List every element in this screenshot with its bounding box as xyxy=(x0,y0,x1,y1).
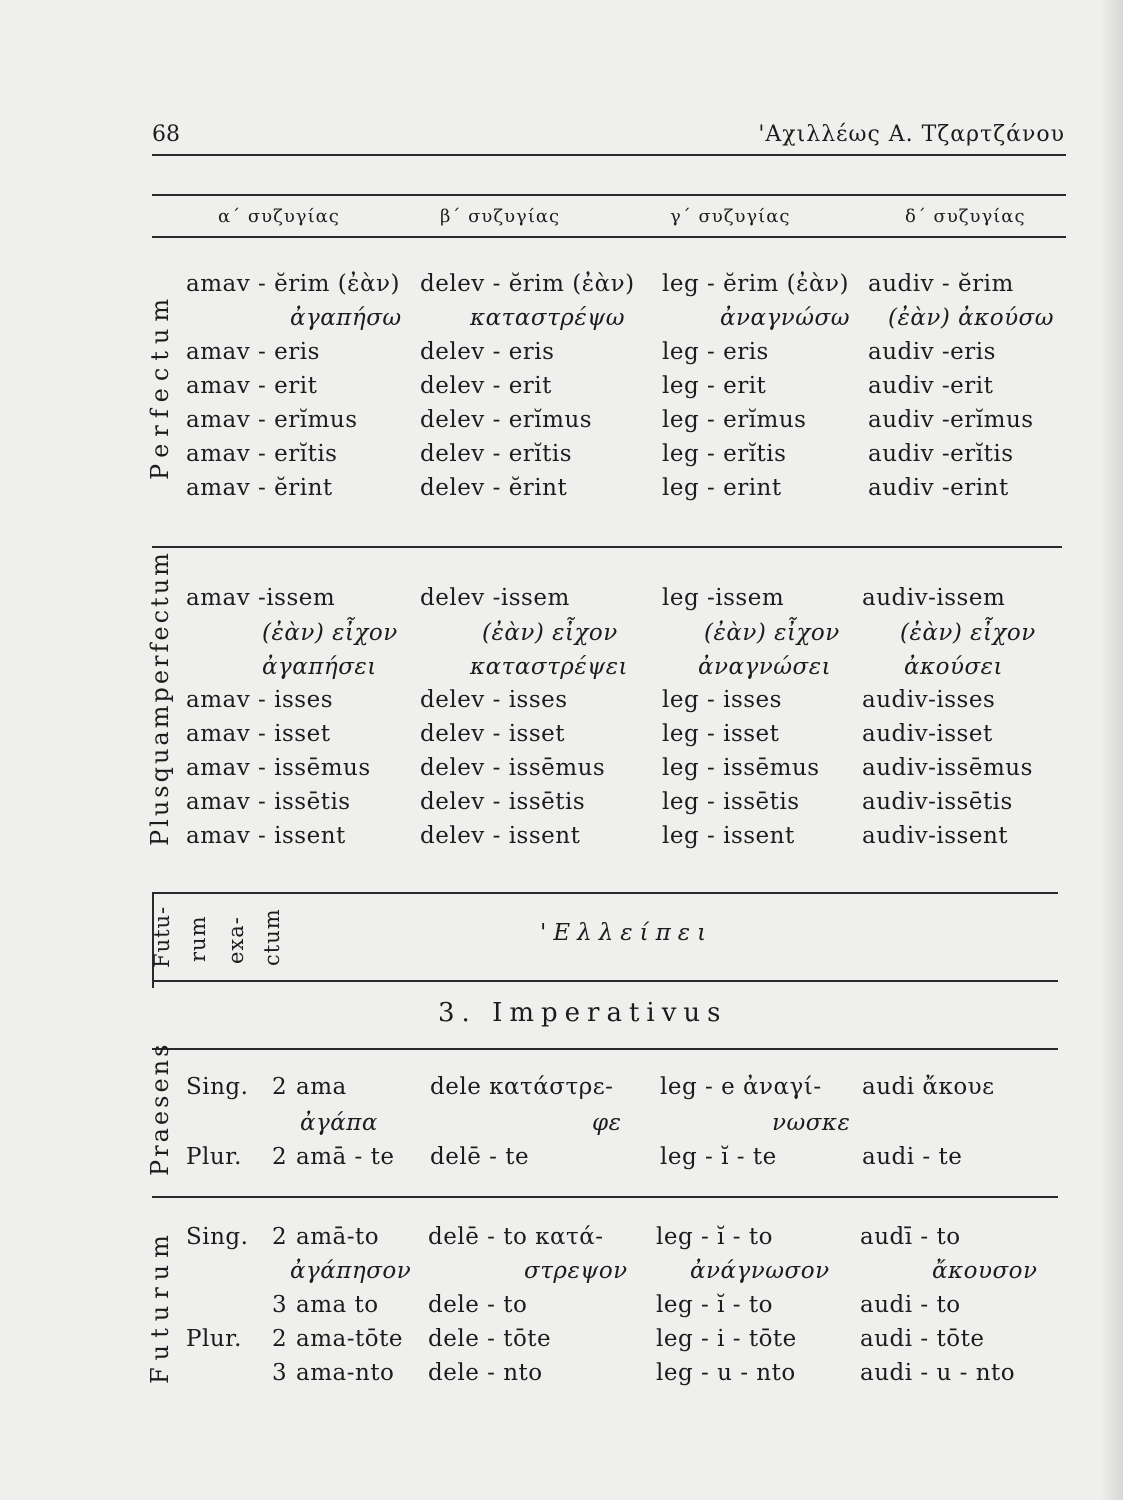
greek-gloss: ἀγάπησον xyxy=(290,1258,412,1284)
greek-gloss: (ἐὰν) εἶχον xyxy=(704,620,840,646)
table-cell: audī - to xyxy=(860,1224,961,1250)
greek-gloss: στρεψον xyxy=(524,1258,628,1284)
table-cell: delē - to κατά- xyxy=(428,1224,604,1250)
table-cell: Plur. xyxy=(186,1144,242,1170)
table-cell: delev - issētis xyxy=(420,789,586,815)
table-cell: leg - issētis xyxy=(662,789,800,815)
table-cell: delev - issēmus xyxy=(420,755,606,781)
table-cell: leg - ĕrim (ἐὰν) xyxy=(662,271,849,297)
conjugation-header-2: β΄ συζυγίας xyxy=(440,206,561,227)
table-cell: leg - ĭ - te xyxy=(660,1144,777,1170)
greek-gloss: καταστρέψει xyxy=(470,654,629,680)
greek-gloss: ἀκούσει xyxy=(904,654,1004,680)
table-cell: delē - te xyxy=(430,1144,530,1170)
table-cell: amav - isset xyxy=(186,721,331,747)
table-cell: delev - ĕrint xyxy=(420,475,568,501)
header-rule xyxy=(152,154,1066,156)
greek-gloss: νωσκε xyxy=(772,1110,851,1136)
table-cell: leg - eris xyxy=(662,339,769,365)
table-top-rule xyxy=(152,194,1066,196)
table-cell: 2 xyxy=(272,1074,288,1100)
greek-gloss: (ἐὰν) εἶχον xyxy=(900,620,1036,646)
table-cell: audi ἄκουε xyxy=(862,1074,995,1100)
section-divider xyxy=(152,892,1058,894)
table-cell: leg - ĭ - to xyxy=(656,1292,773,1318)
table-cell: audiv-issēmus xyxy=(862,755,1033,781)
table-cell: leg - erint xyxy=(662,475,782,501)
table-cell: amā-to xyxy=(296,1224,380,1250)
table-cell: audiv -erĭmus xyxy=(868,407,1034,433)
section-label-futurum-exactum-3: exa- xyxy=(224,916,248,964)
greek-gloss: ἀναγνώσω xyxy=(720,305,850,331)
table-cell: audiv - ĕrim xyxy=(868,271,1014,297)
table-cell: dele κατάστρε- xyxy=(430,1074,614,1100)
greek-gloss: ἀγαπήσει xyxy=(262,654,377,680)
table-cell: ama to xyxy=(296,1292,379,1318)
greek-gloss: (ἐὰν) εἶχον xyxy=(262,620,398,646)
table-cell: amav - erit xyxy=(186,373,318,399)
table-cell: leg - erĭtis xyxy=(662,441,787,467)
futurum-exactum-missing-note: 'Ελλείπει xyxy=(540,920,714,946)
section-label-futurum: Futurum xyxy=(146,1228,174,1384)
table-cell: 2 xyxy=(272,1224,288,1250)
table-cell: dele - nto xyxy=(428,1360,543,1386)
table-cell: leg - isses xyxy=(662,687,782,713)
page-spine-shadow xyxy=(1100,0,1123,1500)
table-cell: 3 xyxy=(272,1292,288,1318)
greek-gloss: ἀνάγνωσον xyxy=(690,1258,830,1284)
table-cell: leg - issent xyxy=(662,823,795,849)
table-cell: audiv -erint xyxy=(868,475,1009,501)
table-cell: ama-tōte xyxy=(296,1326,403,1352)
section-label-praesens: Praesens xyxy=(146,1041,174,1176)
section-divider xyxy=(152,1048,1058,1050)
conjugation-header-3: γ΄ συζυγίας xyxy=(670,206,791,227)
table-cell: delev - ĕrim (ἐὰν) xyxy=(420,271,635,297)
section-label-perfectum: Perfectum xyxy=(146,291,174,480)
table-cell: 2 xyxy=(272,1326,288,1352)
greek-gloss: ἀγάπα xyxy=(300,1110,378,1136)
table-cell: delev - issent xyxy=(420,823,581,849)
table-cell: leg - issēmus xyxy=(662,755,820,781)
table-cell: audiv-issent xyxy=(862,823,1008,849)
table-cell: amav - erĭmus xyxy=(186,407,358,433)
table-cell: leg - e ἀναγί- xyxy=(660,1074,822,1100)
table-cell: audi - te xyxy=(862,1144,963,1170)
table-cell: leg -issem xyxy=(662,585,785,611)
table-cell: leg - i - tōte xyxy=(656,1326,797,1352)
table-cell: delev - isset xyxy=(420,721,566,747)
table-cell: amav - issēmus xyxy=(186,755,371,781)
table-cell: delev - eris xyxy=(420,339,555,365)
table-cell: dele - to xyxy=(428,1292,528,1318)
section-divider xyxy=(152,980,1058,982)
section-label-futurum-exactum-2: rum xyxy=(186,915,210,962)
table-header-rule xyxy=(152,236,1066,238)
table-cell: amā - te xyxy=(296,1144,395,1170)
section-divider xyxy=(152,546,1062,548)
table-cell: delev -issem xyxy=(420,585,570,611)
table-cell: audiv -erĭtis xyxy=(868,441,1014,467)
imperativus-heading: 3. Imperativus xyxy=(438,998,728,1028)
table-cell: leg - erĭmus xyxy=(662,407,807,433)
conjugation-header-1: α΄ συζυγίας xyxy=(218,206,340,227)
table-cell: amav - erĭtis xyxy=(186,441,338,467)
table-cell: delev - isses xyxy=(420,687,568,713)
table-cell: ama-nto xyxy=(296,1360,395,1386)
table-cell: amav - ĕrim (ἐὰν) xyxy=(186,271,401,297)
table-cell: audiv-issētis xyxy=(862,789,1013,815)
table-cell: audiv-isset xyxy=(862,721,993,747)
table-cell: delev - erit xyxy=(420,373,552,399)
section-label-plusquamperfectum: Plusquamperfectum xyxy=(146,550,174,846)
table-cell: leg - ĭ - to xyxy=(656,1224,773,1250)
table-cell: amav - issent xyxy=(186,823,346,849)
section-divider xyxy=(152,1196,1058,1198)
greek-gloss: (ἐὰν) ἀκούσω xyxy=(888,305,1055,331)
conjugation-header-4: δ΄ συζυγίας xyxy=(905,206,1026,227)
table-cell: Sing. xyxy=(186,1224,249,1250)
greek-gloss: φε xyxy=(592,1110,622,1136)
section-label-futurum-exactum-1: Futu- xyxy=(150,905,174,968)
greek-gloss: (ἐὰν) εἶχον xyxy=(482,620,618,646)
table-cell: amav - eris xyxy=(186,339,320,365)
section-label-futurum-exactum-4: ctum xyxy=(260,908,284,966)
page-number: 68 xyxy=(152,122,180,147)
table-cell: dele - tōte xyxy=(428,1326,552,1352)
table-cell: ama xyxy=(296,1074,347,1100)
table-cell: 2 xyxy=(272,1144,288,1170)
table-cell: audiv -eris xyxy=(868,339,996,365)
table-cell: audiv-issem xyxy=(862,585,1006,611)
table-cell: leg - u - nto xyxy=(656,1360,796,1386)
table-cell: audi - u - nto xyxy=(860,1360,1016,1386)
table-cell: amav - issētis xyxy=(186,789,351,815)
table-cell: audi - tōte xyxy=(860,1326,985,1352)
greek-gloss: ἀγαπήσω xyxy=(290,305,402,331)
table-cell: amav -issem xyxy=(186,585,336,611)
table-cell: amav - ĕrint xyxy=(186,475,333,501)
table-cell: amav - isses xyxy=(186,687,333,713)
greek-gloss: ἀναγνώσει xyxy=(698,654,832,680)
table-cell: audi - to xyxy=(860,1292,961,1318)
table-cell: leg - erit xyxy=(662,373,767,399)
table-cell: audiv -erit xyxy=(868,373,994,399)
running-header-author: 'Αχιλλέως Α. Τζαρτζάνου xyxy=(758,122,1065,147)
table-cell: delev - erĭmus xyxy=(420,407,593,433)
table-cell: audiv-isses xyxy=(862,687,996,713)
greek-gloss: ἄκουσον xyxy=(932,1258,1038,1284)
table-cell: leg - isset xyxy=(662,721,780,747)
table-cell: Sing. xyxy=(186,1074,249,1100)
table-cell: Plur. xyxy=(186,1326,242,1352)
table-cell: 3 xyxy=(272,1360,288,1386)
table-cell: delev - erĭtis xyxy=(420,441,573,467)
greek-gloss: καταστρέψω xyxy=(470,305,625,331)
